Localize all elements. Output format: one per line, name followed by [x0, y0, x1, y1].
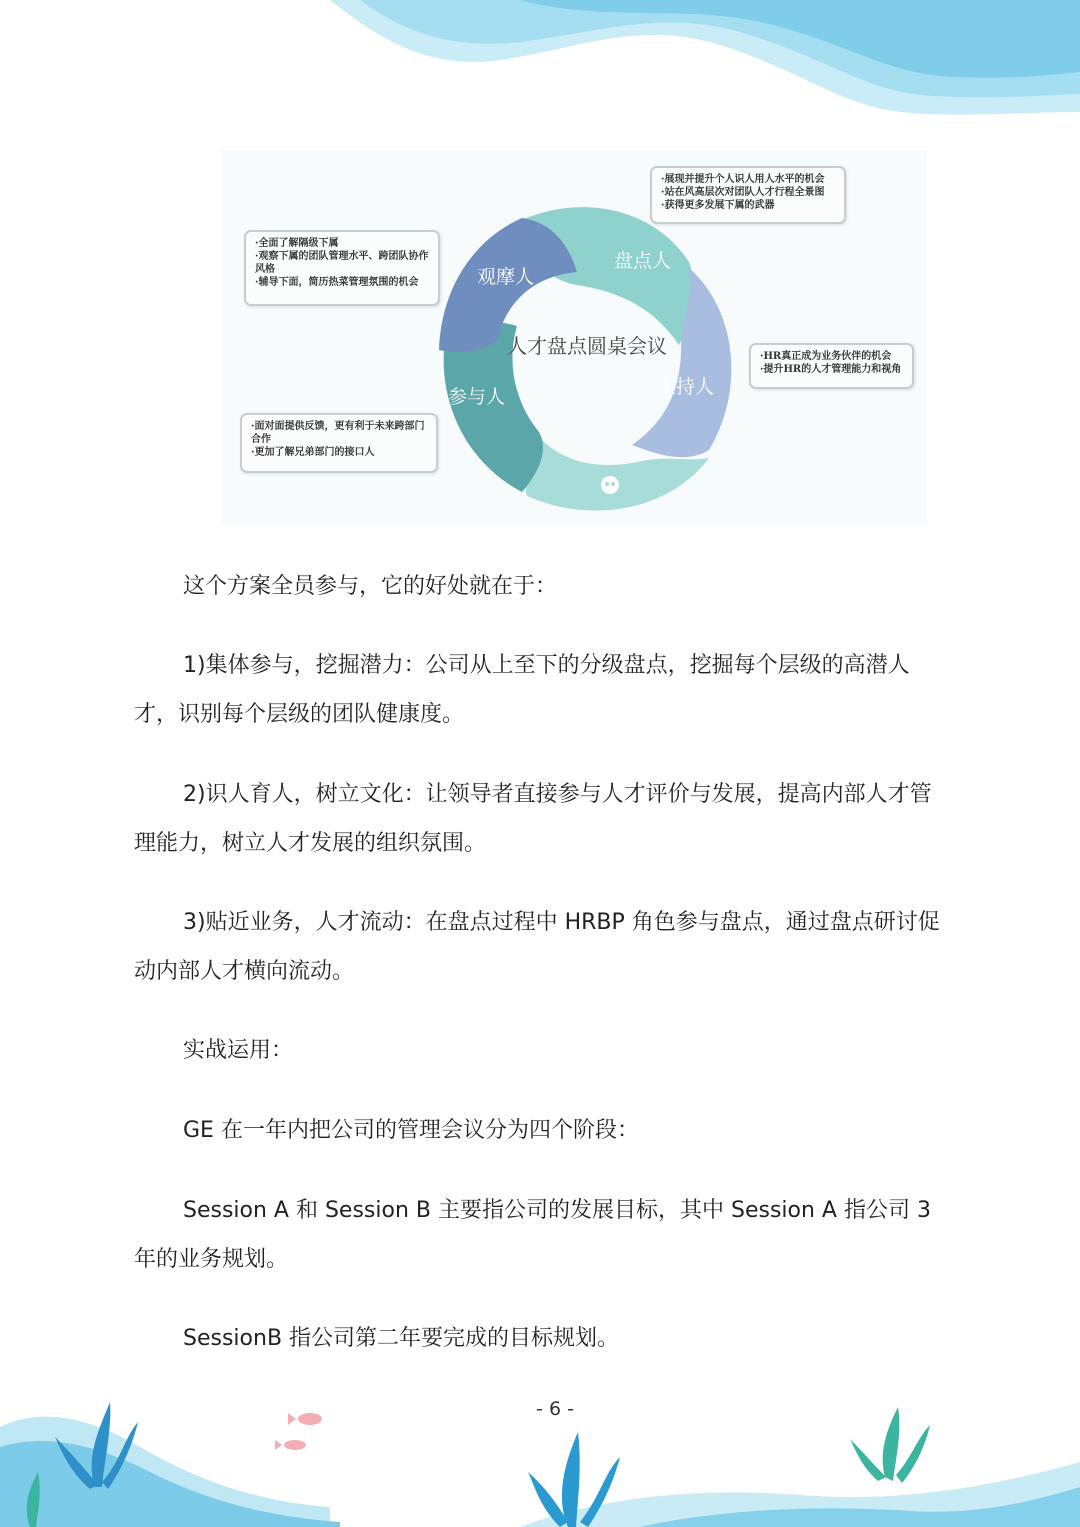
petal-label: 参与人 [448, 386, 506, 408]
body-paragraph: 3)贴近业务，人才流动：在盘点过程中 HRBP 角色参与盘点，通过盘点研讨促动内部人才横向流动。 [134, 910, 940, 984]
cycle-petals [427, 200, 757, 520]
body-paragraph: 实战运用： [183, 1038, 294, 1063]
note-line: ·观察下属的团队管理水平、跨团队协作风格 [255, 251, 429, 275]
petal-label: 观摩人 [477, 266, 535, 288]
body-paragraph: GE 在一年内把公司的管理会议分为四个阶段： [183, 1118, 639, 1143]
petal-label: 盘点人 [614, 250, 672, 272]
body-paragraph: SessionB 指公司第二年要完成的目标规划。 [183, 1326, 620, 1351]
note-line: ·获得更多发展下属的武器 [661, 200, 775, 211]
seaweed-icon [850, 1407, 930, 1483]
note-line: ·提升HR的人才管理能力和视角 [760, 364, 902, 375]
note-line: ·全面了解隔级下属 [255, 238, 339, 249]
note-line: ·站在风高层次对团队人才行程全景图 [661, 187, 825, 198]
note-box-bottom [240, 413, 438, 473]
note-line: ·更加了解兄弟部门的接口人 [251, 447, 375, 458]
fish-icon [275, 1440, 306, 1450]
note-line: ·面对面提供反馈，更有利于未来跨部门合作 [251, 421, 425, 445]
body-paragraph: 2)识人育人，树立文化：让领导者直接参与人才评价与发展，提高内部人才管理能力，树立人才发展的组织氛围。 [134, 782, 932, 856]
note-line: ·辅导下面，简历热菜管理氛围的机会 [255, 277, 419, 288]
note-line: ·HR真正成为业务伙伴的机会 [760, 351, 892, 362]
skull-icon [601, 476, 619, 494]
note-box-left [244, 230, 440, 306]
body-paragraph: 这个方案全员参与，它的好处就在于： [183, 574, 558, 599]
page-number: - 6 - [536, 1398, 574, 1420]
body-paragraph: Session A 和 Session B 主要指公司的发展目标，其中 Session A 指公司 3 年的业务规划。 [134, 1198, 931, 1272]
note-line: ·展现并提升个人识人用人水平的机会 [661, 174, 825, 185]
petal-label: 主持人 [657, 376, 715, 398]
bottom-wave-decoration [0, 1377, 1080, 1527]
top-wave-decoration [0, 0, 1080, 130]
fish-icon [288, 1413, 322, 1425]
note-box-right [749, 343, 914, 389]
talent-review-diagram [222, 150, 927, 525]
body-paragraph: 1)集体参与，挖掘潜力：公司从上至下的分级盘点，挖掘每个层级的高潜人才，识别每个层级的团队健康度。 [134, 653, 910, 727]
diagram-center-title: 人才盘点圆桌会议 [507, 334, 667, 358]
